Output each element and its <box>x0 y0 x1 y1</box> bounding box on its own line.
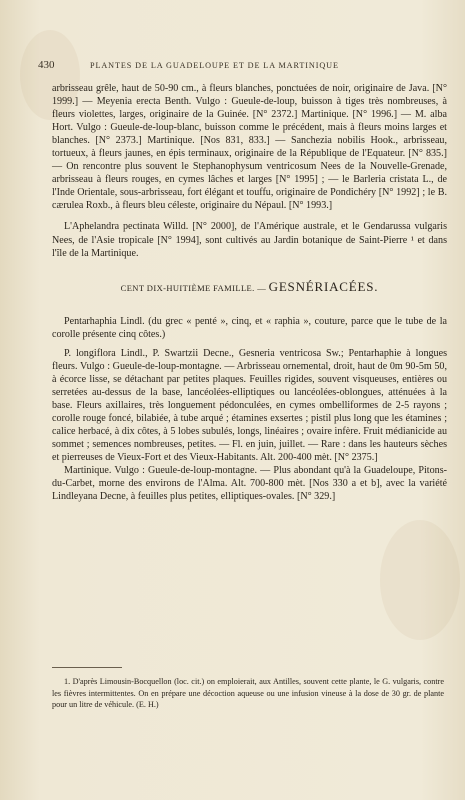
martinique-paragraph: Martinique. Vulgo : Gueule-de-loup-montagne. — Plus abondant qu'à la Guadeloupe, Pitons-du-Carbet, morne des environs de l'Alma. Alt. 700-800 mèt. [Nos 330 a et b], avec la variété Lindleyana Decne, à feuilles plus petites, elliptiques-ovales. [N° 329.] <box>52 465 447 503</box>
family-heading-name: GESNÉRIACÉES. <box>268 278 379 294</box>
paragraph-1: arbrisseau grêle, haut de 50-90 cm., à fleurs blanches, ponctuées de noir, originaire de Java. [N° 1999.] — Meyenia erecta Benth. Vulgo : Gueule-de-loup, buisson à tiges très nombreuses, à fleurs violettes, larges, originaire de la Guinée. [N° 2372.] Martinique. [N° 1996.] — M. alba Hort. Vulgo : Gueule-de-loup-blanc, buisson comme le précédent, mais à fleurs moins larges et blanches. [N° 2373.] Martinique. [Nos 831, 833.] — Sanchezia nobilis Hook., arbrisseau, tortueux, à fleurs jaunes, en épis terminaux, originaire de la République de l'Equateur. [N° 835.] — On rencontre plus souvent le Stephanophysum ventricosum Nees de la Nouvelle-Grenade, arbrisseau à fleurs rouges, en cymes lâches et larges [N° 1995] ; — le Barleria cristata L., de l'Inde Orientale, sous-arbrisseau, fort élégant et touffu, originaire de Pondichéry [N° 1992] ; le B. cærulea Roxb., à fleurs bleu céleste, originaire du Népaul. [N° 1993.] <box>52 83 447 212</box>
page-number: 430 <box>38 59 55 71</box>
page-header <box>38 60 443 74</box>
body-text <box>52 82 447 503</box>
paragraph-2: L'Aphelandra pectinata Willd. [N° 2000], de l'Amérique australe, et le Gendarussa vulgaris Nees, de l'Asie tropicale [N° 1994], sont cultivés au Jardin botanique de Saint-Pierre ¹ et dans l'île de la Martinique. <box>52 221 447 259</box>
family-heading <box>52 280 447 295</box>
footnote <box>52 676 444 711</box>
species-description: P. longiflora Lindl., P. Swartzii Decne., Gesneria ventricosa Sw.; Pentarhaphie à longues fleurs. Vulgo : Gueule-de-loup-montagne. — Arbrisseau ornemental, droit, haut de 0m 90-5m 50, à écorce lisse, se détachant par petites plaques. Feuilles rigides, souvent visqueuses, entières ou serretées au-dessus de la base, lancéolées-elliptiques ou lancéolées-oblongues, atténuées à la base. Fleurs axillaires, très longuement pédonculées, en cymes ombelliformes de 2-5 rayons ; corolle rouge foncé, bilabiée, à tube arqué ; étamines exsertes ; pistil plus long que les étamines ; calice herbacé, à dix côtes, à 5 lobes subulés, longs, linéaires ; ovaire infère. Fruit médianicide au sommet ; semences nombreuses, petites. — Fl. en juin, juillet. — Rare : dans les hauteurs sèches et pierreuses de Vieux-Fort et des Vieux-Habitants. Alt. 200-400 mèt. [N° 2375.] <box>52 347 447 464</box>
genus-description: Pentarhaphia Lindl. (du grec « penté », cinq, et « raphia », couture, parce que le tube de la corolle présente cinq côtes.) <box>52 315 447 340</box>
family-heading-prefix: CENT DIX-HUITIÈME FAMILLE. — <box>120 282 267 293</box>
running-title: PLANTES DE LA GUADELOUPE ET DE LA MARTINIQUE <box>90 61 339 70</box>
footnote-text: 1. D'après Limousin-Bocquellon (loc. cit.) on emploierait, aux Antilles, souvent cette plante, le G. vulgaris, contre les fièvres intermittentes. On en prépare une décoction aqueuse ou une infusion vineuse à la dose de 30 gr. de plante pour un litre de véhicule. (E. H.) <box>52 677 444 709</box>
footnote-divider <box>52 667 122 668</box>
